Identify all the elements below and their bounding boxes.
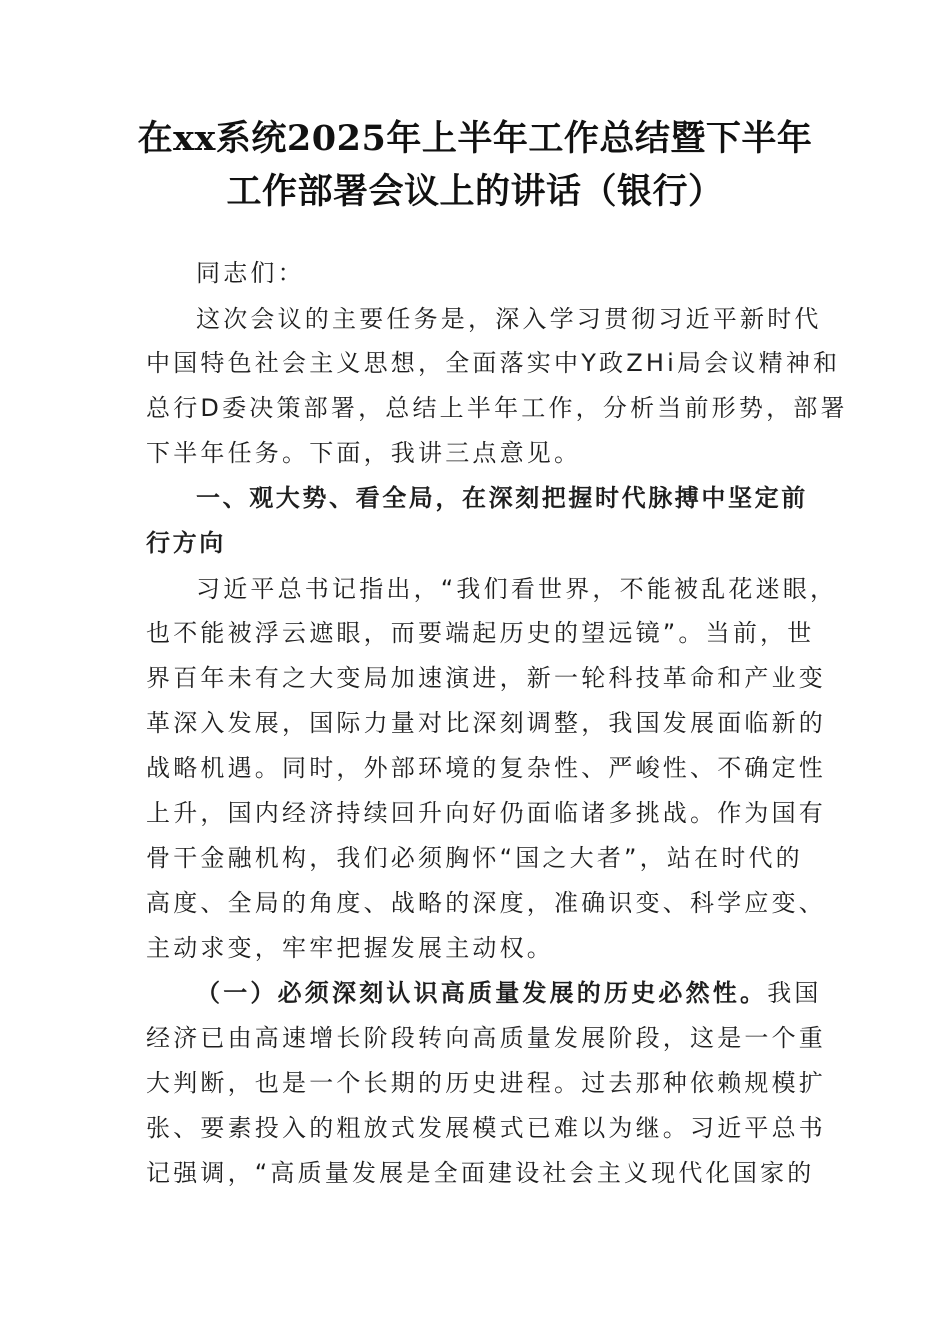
- section-1-line-8: 高度、全局的角度、战略的深度，准确识变、科学应变、: [146, 889, 826, 917]
- subsection-1-line-5: 记强调，“高质量发展是全面建设社会主义现代化国家的: [146, 1159, 815, 1187]
- section-1-line-6: 上升，国内经济持续回升向好仍面临诸多挑战。作为国有: [146, 799, 826, 827]
- salutation: 同志们：: [196, 259, 305, 287]
- section-1-line-3: 界百年未有之大变局加速演进，新一轮科技革命和产业变: [146, 664, 826, 692]
- title-line-1: 在xx系统2025年上半年工作总结暨下半年: [137, 118, 813, 159]
- subsection-1-line-4: 张、要素投入的粗放式发展模式已难以为继。习近平总书: [146, 1114, 826, 1142]
- section-1-line-9: 主动求变，牢牢把握发展主动权。: [146, 934, 554, 962]
- subsection-1-heading: （一）必须深刻认识高质量发展的历史必然性。: [196, 979, 768, 1007]
- subsection-1-first-line-rest: 我国: [767, 979, 822, 1007]
- intro-line-2: 中国特色社会主义思想，全面落实中Y政ZHi局会议精神和: [146, 349, 841, 377]
- intro-line-1: 这次会议的主要任务是，深入学习贯彻习近平新时代: [196, 305, 822, 333]
- section-1-line-7: 骨干金融机构，我们必须胸怀“国之大者”，站在时代的: [146, 844, 803, 872]
- section-1-line-2: 也不能被浮云遮眼，而要端起历史的望远镜”。当前，世: [146, 619, 815, 647]
- section-1-line-4: 革深入发展，国际力量对比深刻调整，我国发展面临新的: [146, 709, 826, 737]
- intro-line-4: 下半年任务。下面，我讲三点意见。: [146, 439, 582, 467]
- intro-line-3: 总行D委决策部署，总结上半年工作，分析当前形势，部署: [146, 394, 848, 422]
- section-1-heading-line-1: 一、观大势、看全局，在深刻把握时代脉搏中坚定前: [196, 484, 808, 512]
- subsection-1-line-3: 大判断，也是一个长期的历史进程。过去那种依赖规模扩: [146, 1069, 826, 1097]
- section-1-line-5: 战略机遇。同时，外部环境的复杂性、严峻性、不确定性: [146, 754, 826, 782]
- subsection-1-first-line: [196, 978, 822, 1008]
- document-title: [60, 112, 890, 218]
- section-1-line-1: 习近平总书记指出，“我们看世界，不能被乱花迷眼，: [196, 575, 838, 603]
- section-1-heading-line-2: 行方向: [146, 529, 226, 557]
- subsection-1-line-2: 经济已由高速增长阶段转向高质量发展阶段，这是一个重: [146, 1024, 826, 1052]
- title-line-2: 工作部署会议上的讲话（银行）: [226, 171, 724, 212]
